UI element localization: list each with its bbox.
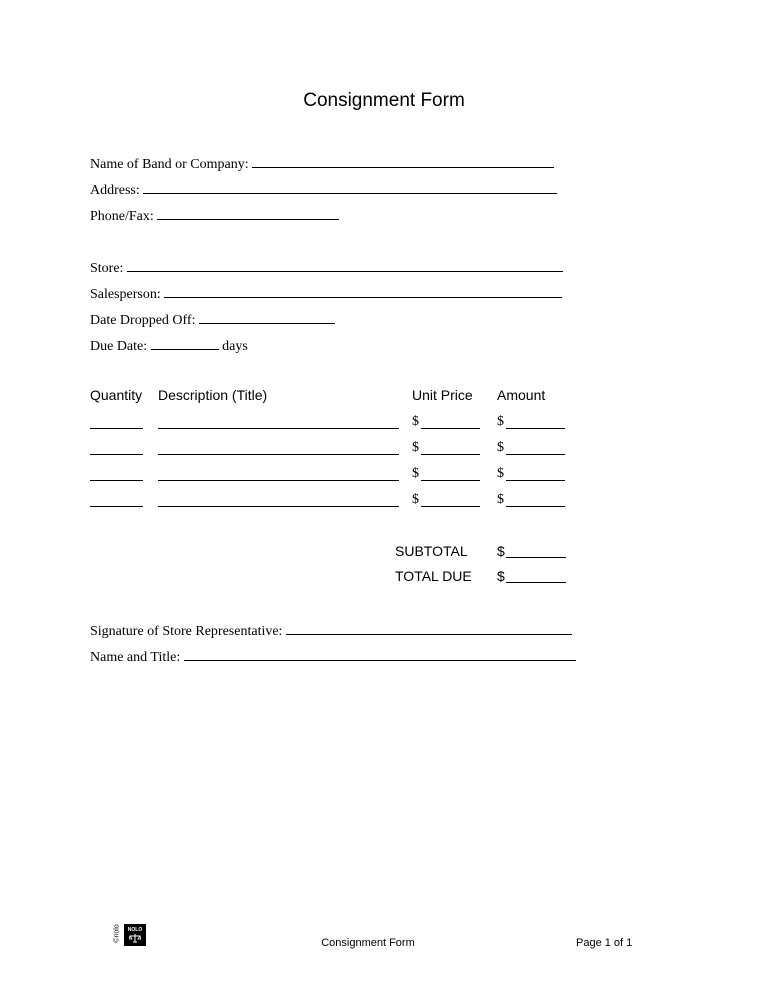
unit-price-line[interactable] [421,506,480,507]
store-input-line[interactable] [127,257,563,272]
description-line[interactable] [158,480,399,481]
signature-input-line[interactable] [286,620,572,635]
band-input-line[interactable] [252,153,554,168]
due-date-label: Due Date: [90,339,148,354]
days-label: days [222,339,248,354]
salesperson-label: Salesperson: [90,287,161,302]
phone-input-line[interactable] [157,205,339,220]
header-description: Description (Title) [158,387,268,403]
header-quantity: Quantity [90,387,143,403]
total-due-label: TOTAL DUE [395,568,472,584]
unit-price-line[interactable] [421,480,480,481]
header-amount: Amount [497,387,546,403]
signature-field [90,620,572,641]
unit-price-dollar-sign: $ [412,440,419,455]
footer-page-number: Page 1 of 1 [576,937,633,949]
due-date-input-line[interactable] [151,335,219,350]
store-label: Store: [90,261,124,276]
quantity-line[interactable] [90,480,143,481]
footer-title: Consignment Form [321,937,415,949]
amount-dollar-sign: $ [497,414,504,429]
unit-price-dollar-sign: $ [412,466,419,481]
subtotal-dollar-sign: $ [497,543,505,559]
phone-label: Phone/Fax: [90,209,154,224]
salesperson-field [90,283,562,304]
subtotal-label: SUBTOTAL [395,543,468,559]
unit-price-dollar-sign: $ [412,414,419,429]
description-line[interactable] [158,454,399,455]
quantity-line[interactable] [90,428,143,429]
amount-line[interactable] [506,480,565,481]
quantity-line[interactable] [90,454,143,455]
unit-price-dollar-sign: $ [412,492,419,507]
amount-line[interactable] [506,506,565,507]
due-date-field [90,335,248,356]
amount-dollar-sign: $ [497,440,504,455]
name-title-label: Name and Title: [90,650,181,665]
date-dropped-label: Date Dropped Off: [90,313,196,328]
phone-field [90,205,339,226]
address-field [90,179,557,200]
signature-label: Signature of Store Representative: [90,624,283,639]
amount-line[interactable] [506,454,565,455]
amount-dollar-sign: $ [497,466,504,481]
address-label: Address: [90,183,140,198]
description-line[interactable] [158,506,399,507]
band-label: Name of Band or Company: [90,157,249,172]
name-title-field [90,646,576,667]
unit-price-line[interactable] [421,428,480,429]
name-title-input-line[interactable] [184,646,576,661]
total-due-dollar-sign: $ [497,568,505,584]
amount-dollar-sign: $ [497,492,504,507]
date-dropped-field [90,309,335,330]
address-input-line[interactable] [143,179,557,194]
subtotal-line[interactable] [506,557,566,558]
salesperson-input-line[interactable] [164,283,562,298]
description-line[interactable] [158,428,399,429]
header-unit-price: Unit Price [412,387,473,403]
page-title: Consignment Form [303,90,465,111]
band-field [90,153,554,174]
amount-line[interactable] [506,428,565,429]
total-due-line[interactable] [506,582,566,583]
date-dropped-input-line[interactable] [199,309,335,324]
unit-price-line[interactable] [421,454,480,455]
logo-box: NOLO [124,924,146,946]
store-field [90,257,563,278]
quantity-line[interactable] [90,506,143,507]
logo-side-text: ©nolo [113,924,121,943]
